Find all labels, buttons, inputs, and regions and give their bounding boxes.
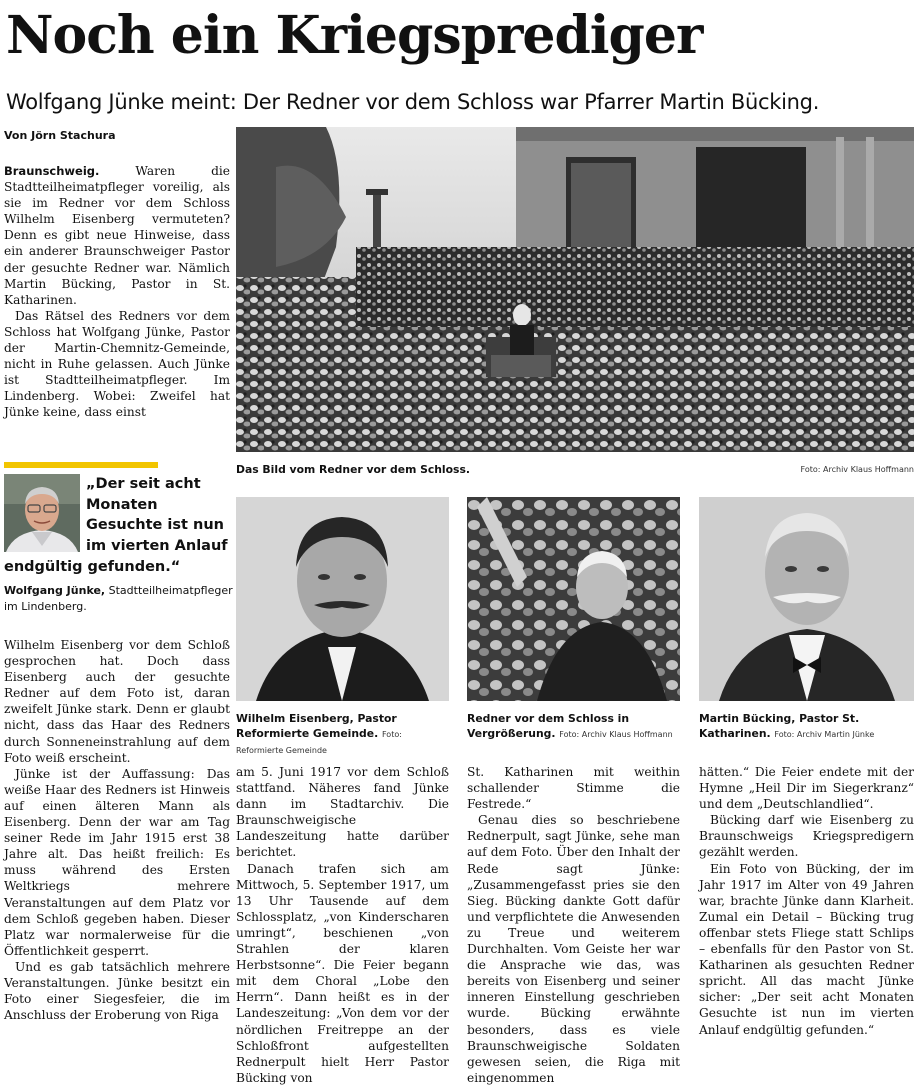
detail-credit: Foto: Archiv Klaus Hoffmann bbox=[559, 730, 673, 739]
main-photo-caption: Das Bild vom Redner vor dem Schloss. bbox=[236, 463, 471, 476]
column-4 bbox=[699, 764, 914, 1038]
juenke-portrait bbox=[4, 474, 80, 552]
paragraph: Wilhelm Eisenberg vor dem Schloß gesprochen hat. Doch dass Eisenberg auch der gesuchte Redner auf dem Foto ist, daran zweifelt Jünke stark. Denn er glaubt nicht, dass das Haar des Redners durch Sonneneinstrahlung auf dem Foto weiß erscheint. bbox=[4, 638, 230, 765]
column-1-bottom bbox=[4, 637, 230, 1023]
paragraph: Bücking darf wie Eisenberg zu Braunschweigs Kriegspredigern gezählt werden. bbox=[699, 813, 914, 860]
quote-role: Stadtteilheimatpfleger im Lindenberg. bbox=[4, 584, 233, 613]
paragraph: St. Katharinen mit weithin schallender Stimme die Festrede.“ bbox=[467, 765, 680, 812]
main-photo-credit: Foto: Archiv Klaus Hoffmann bbox=[800, 465, 914, 474]
paragraph: am 5. Juni 1917 vor dem Schloß stattfand. Näheres fand Jünke dann im Stadtarchiv. Die Braunschweigische Landeszeitung hatte darüber berichtet. bbox=[236, 765, 449, 860]
buecking-caption-text: Martin Bücking, Pastor St. Katharinen. bbox=[699, 712, 860, 740]
detail-caption bbox=[467, 711, 680, 742]
subheadline: Wolfgang Jünke meint: Der Redner vor dem Schloss war Pfarrer Martin Bücking. bbox=[6, 90, 820, 114]
detail-caption-text: Redner vor dem Schloss in Vergrößerung. bbox=[467, 712, 630, 740]
byline: Von Jörn Stachura bbox=[4, 129, 116, 142]
eisenberg-caption bbox=[236, 711, 449, 758]
buecking-photo bbox=[699, 497, 914, 701]
eisenberg-photo bbox=[236, 497, 449, 701]
quote-text-end: endgültig gefunden.“ bbox=[4, 559, 181, 575]
paragraph: Das Rätsel des Redners vor dem Schloss hat Wolfgang Jünke, Pastor der Martin-Chemnitz-Gemeinde, nicht in Ruhe gelassen. Auch Jünke ist Stadtteilheimatpfleger. Im Lindenberg. Wobei: Zweifel hat Jünke keine, dass einst bbox=[4, 308, 230, 420]
paragraph: Jünke ist der Auffassung: Das weiße Haar des Redners ist Hinweis auf einen älteren Mann als Eisenberg. Denn der war am Tag seiner Rede im Jahr 1915 erst 38 Jahre alt. Das heißt freilich: Es muss während des Ersten Weltkriegs mehrere Veranstaltungen auf dem Platz vor dem Schloß gegeben haben. Dieser Platz war normalerweise für die Öffentlichkeit gesperrt. bbox=[4, 766, 230, 958]
paragraph: hätten.“ Die Feier endete mit der Hymne „Heil Dir im Siegerkranz“ und dem „Deutschlandlied“. bbox=[699, 765, 914, 812]
column-2 bbox=[236, 764, 449, 1086]
buecking-caption bbox=[699, 711, 914, 742]
paragraph: Danach trafen sich am Mittwoch, 5. September 1917, um 13 Uhr Tausende auf dem Schlossplatz, „von Kinderscharen umringt“, beschienen „von Strahlen der klaren Herbstsonne“. Die Feier begann mit dem Choral „Lobe den Herrn“. Dann heißt es in der Landeszeitung: „Von dem vor der nördlichen Freitreppe an der Schloßfront aufgestellten Rednerpult hielt Herr Pastor Bücking von bbox=[236, 861, 449, 1085]
buecking-credit: Foto: Archiv Martin Jünke bbox=[774, 730, 875, 739]
quote-name: Wolfgang Jünke, bbox=[4, 584, 106, 597]
paragraph: Und es gab tatsächlich mehrere Veranstaltungen. Jünke besitzt ein Foto einer Siegesfeier, die im Anschluss der Eroberung von Riga bbox=[4, 959, 230, 1023]
column-3 bbox=[467, 764, 680, 1086]
paragraph: Waren die Stadtteilheimatpfleger voreilig, als sie im Redner vor dem Schloss Wilhelm Eisenberg vermuteten? Denn es gibt neue Hinweise, dass ein anderer Braunschweiger Pastor der gesuchte Redner war. Nämlich Martin Bücking, Pastor in St. Katharinen. bbox=[4, 164, 230, 307]
quote-text: „Der seit acht Monaten Gesuchte ist nun im vierten Anlauf bbox=[86, 476, 228, 554]
paragraph: Ein Foto von Bücking, der im Jahr 1917 im Alter von 49 Jahren war, brachte Jünke dann Klarheit. Zumal ein Detail – Bücking trug offenbar stets Fliege statt Schlips – ebenfalls für den Pastor von St. Katharinen als gesuchten Redner spricht. All das macht Jünke sicher: „Der seit acht Monaten Gesuchte ist nun im vierten Anlauf endgültig gefunden.“ bbox=[699, 861, 914, 1037]
main-photo bbox=[236, 127, 914, 452]
detail-photo bbox=[467, 497, 680, 701]
quote-accent-bar bbox=[4, 462, 158, 468]
column-1-top bbox=[4, 163, 230, 421]
quote-attribution bbox=[4, 583, 234, 615]
quote-box bbox=[4, 462, 232, 622]
paragraph: Genau dies so beschriebene Rednerpult, sagt Jünke, sehe man auf dem Foto. Über den Inhalt der Rede sagt Jünke: „Zusammengefasst pries sie den Sieg. Bücking dankte Gott dafür und verpflichtete die Anwesenden zu Treue und weiterem Durchhalten. Vom Geiste her war die Ansprache wie das, was bereits von Eisenberg und seiner inneren Einstellung geschrieben wurde. Bücking erwähnte besonders, dass es viele Braunschweigische Soldaten gewesen seien, die Riga mit eingenommen bbox=[467, 813, 680, 1085]
headline: Noch ein Kriegsprediger bbox=[6, 5, 703, 66]
lead-place: Braunschweig. bbox=[4, 164, 100, 178]
eisenberg-caption-text: Wilhelm Eisenberg, Pastor Reformierte Gemeinde. bbox=[236, 712, 397, 740]
eisenberg-credit: Foto: Reformierte Gemeinde bbox=[236, 730, 402, 755]
